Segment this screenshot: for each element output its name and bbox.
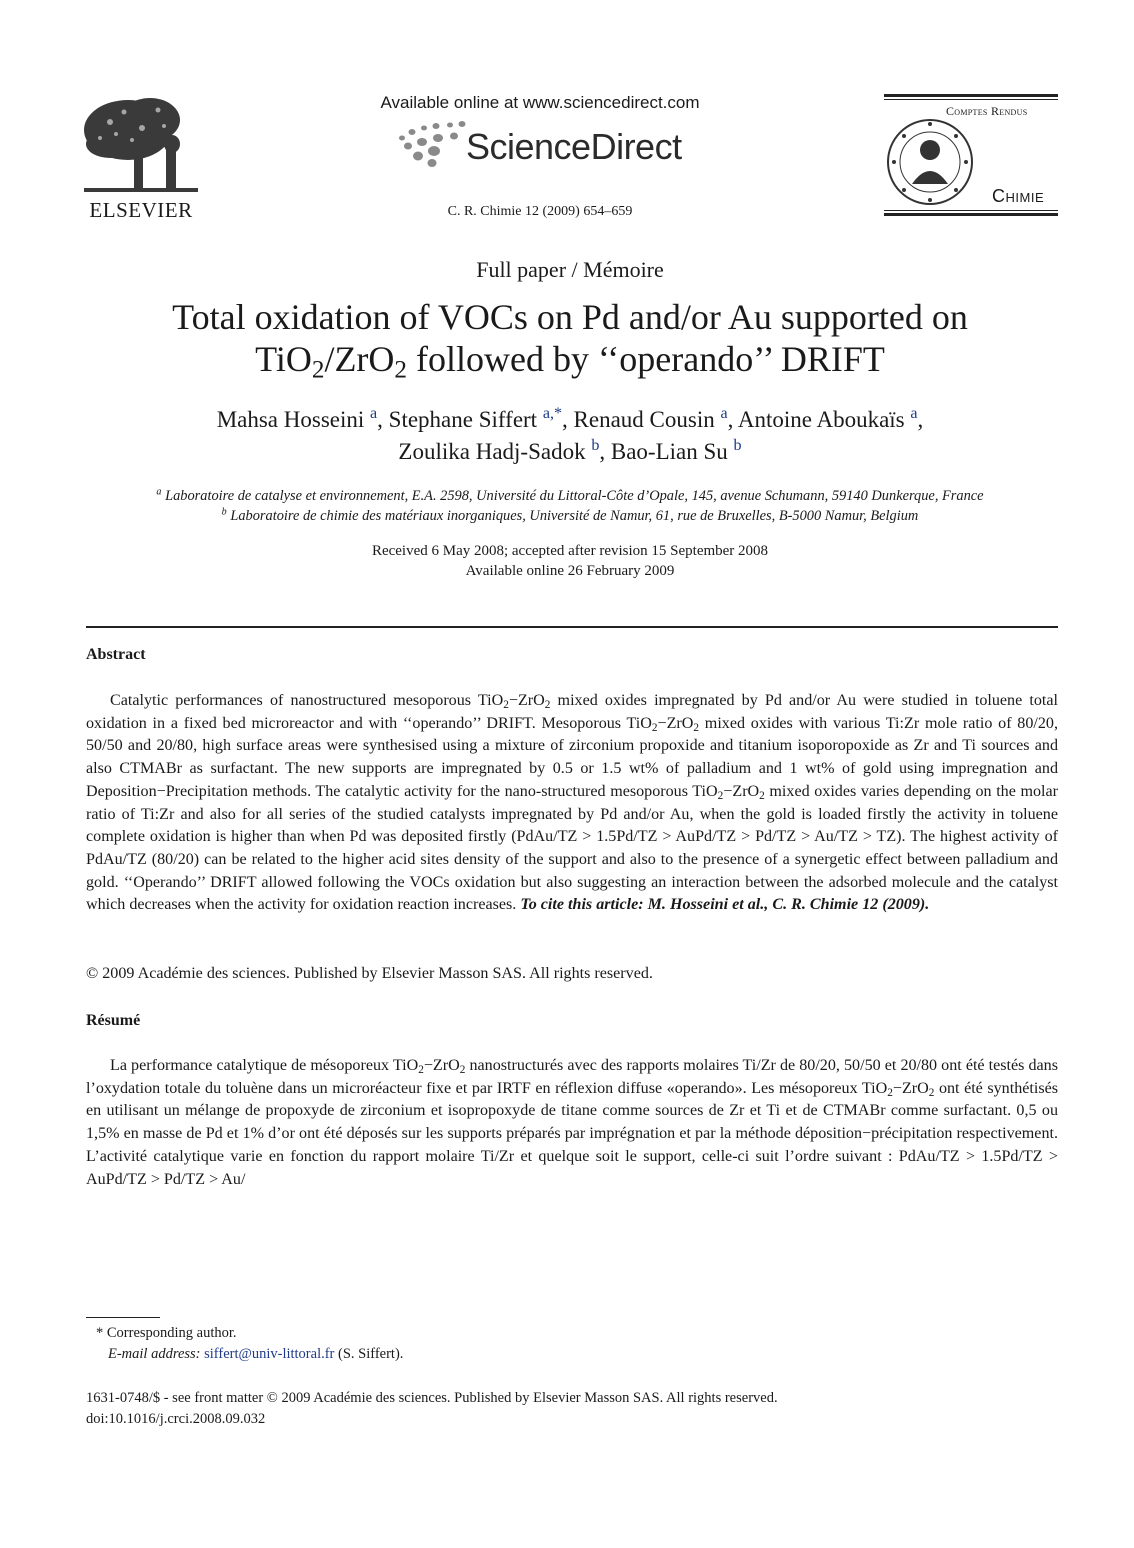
- available-date: Available online 26 February 2009: [465, 563, 675, 579]
- affiliation-link[interactable]: a: [370, 405, 378, 423]
- author-name: Mahsa Hosseini: [216, 407, 365, 432]
- affiliation-link[interactable]: b: [591, 437, 600, 455]
- article-title: [90, 296, 1050, 384]
- affiliation-link[interactable]: b: [733, 437, 742, 455]
- author-name: Antoine Aboukaïs: [737, 407, 905, 432]
- sciencedirect-dots-icon: [396, 120, 468, 168]
- author-name: Renaud Cousin: [573, 407, 715, 432]
- sciencedirect-wordmark: ScienceDirect: [466, 126, 682, 167]
- front-matter-notice: 1631-0748/$ - see front matter © 2009 Académie des sciences. Published by Elsevier Masson SAS. All rights reserved.: [86, 1390, 778, 1406]
- title-line-2: TiO$_2$/ZrO$_2$ followed by ‘‘operando’’ DRIFT: [255, 339, 885, 384]
- email-link[interactable]: siffert@univ-littoral.fr: [204, 1346, 335, 1362]
- affiliation-link[interactable]: a: [720, 405, 728, 423]
- article-section-type: Full paper / Mémoire: [476, 257, 664, 282]
- journal-logo-top-text: Comptes Rendus: [946, 104, 1028, 118]
- abstract-paragraph: Catalytic performances of nanostructured mesoporous TiO$_2$−ZrO$_2$ mixed oxides impregnated by Pd and/or Au were studied in toluene total oxidation in a fixed bed microreactor and with ‘‘operando’’ DRIFT. Mesoporous TiO$_2$−ZrO$_2$ mixed oxides with various Ti:Zr mole ratio of 80/20, 50/50 and 20/80, high surface areas were synthesised using a mixture of zirconium propoxide and titanium isoporopoxide as Zr and Ti sources and also CTMABr as surfactant. The new supports are impregnated by 0.5 or 1.5 wt% of palladium and 1 wt% of gold using impregnation and Deposition−Precipitation methods. The catalytic activity for the nano-structured mesoporous TiO$_2$−ZrO$_2$ mixed oxides varies depending on the molar ratio of Ti:Zr and also for all series of the studied catalysts impregnated by Pd and/or Au, when the gold is loaded firstly the activity in toluene complete oxidation is higher than when Pd was deposited firstly (PdAu/TZ > 1.5Pd/TZ > AuPd/TZ > Pd/TZ > Au/TZ > TZ). The highest activity of PdAu/TZ (80/20) can be related to the higher acid sites density of the support and also to the presence of a synergetic effect between palladium and gold. ‘‘Operando’’ DRIFT allowed following the VOCs oxidation but also suggesting an interaction between the adsorbed molecule and the catalyst which decreases when the activity for oxidation reaction increases. To cite this article: M. Hosseini et al., C. R. Chimie 12 (2009).: [86, 692, 1058, 914]
- doi[interactable]: doi:10.1016/j.crci.2008.09.032: [86, 1411, 266, 1427]
- article-dates: [200, 541, 940, 581]
- resume-paragraph: La performance catalytique de mésoporeux TiO$_2$−ZrO$_2$ nanostructurés avec des rapports molaires Ti/Zr de 80/20, 50/50 et 20/80 ont été testés dans l’oxydation totale du toluène dans un microréacteur fixe et par IRTF en réflexion diffuse «operando». Les mésoporeux TiO$_2$−ZrO$_2$ ont été synthétisés en utilisant un mélange de propoxyde de zirconium et isopropoxyde de titane comme sources de Zr et Ti et de CTMABr comme surfactant. 0,5 ou 1,5% en masse de Pd et 1% d’or ont été déposés sur les supports préparés par imprégnation et par la méthode déposition−précipitation respectivement. L’activité catalytique varie en fonction du rapport molaire Ti/Zr et quelque soit le support, celle-ci suit l’ordre suivant : PdAu/TZ > 1.5Pd/TZ > AuPd/TZ > Pd/TZ > Au/: [86, 1057, 1058, 1188]
- comptes-rendus-chimie-logo: [884, 94, 1058, 218]
- author-name: Bao-Lian Su: [610, 439, 728, 464]
- sciencedirect-logo: [396, 120, 696, 170]
- author-line-1: Mahsa Hosseini $^a$, Stephane Siffert $^{a,*}$, Renaud Cousin $^a$, Antoine Aboukaïs $^a$,: [216, 405, 924, 432]
- footnote-divider: [86, 1317, 160, 1318]
- affiliation-a: $^a$ Laboratoire de catalyse et environnement, E.A. 2598, Université du Littoral-Côte d’Opale, 145, avenue Schumann, 59140 Dunkerque, France: [156, 486, 984, 504]
- affiliations: [60, 486, 1080, 526]
- affiliation-link[interactable]: a,*: [542, 405, 563, 423]
- journal-reference: C. R. Chimie 12 (2009) 654–659: [447, 204, 633, 219]
- author-list: [90, 404, 1050, 468]
- abstract-heading: Abstract: [86, 646, 146, 663]
- section-divider: [86, 626, 1058, 628]
- citation-note: To cite this article: M. Hosseini et al., C. R. Chimie 12 (2009).: [520, 896, 930, 914]
- received-date: Received 6 May 2008; accepted after revision 15 September 2008: [371, 543, 769, 559]
- author-name: Zoulika Hadj-Sadok: [398, 439, 586, 464]
- affiliation-b: $^b$ Laboratoire de chimie des matériaux inorganiques, Université de Namur, 61, rue de Bruxelles, B-5000 Namur, Belgium: [221, 506, 919, 524]
- available-online-link[interactable]: Available online at www.sciencedirect.com: [380, 93, 700, 112]
- title-line-1: Total oxidation of VOCs on Pd and/or Au supported on: [172, 297, 968, 337]
- affiliation-link[interactable]: a: [910, 405, 918, 423]
- author-name: Stephane Siffert: [388, 407, 538, 432]
- resume-heading: Résumé: [86, 1012, 141, 1029]
- author-line-2: Zoulika Hadj-Sadok $^b$, Bao-Lian Su $^b$: [398, 437, 742, 464]
- journal-logo-bottom-text: Chimie: [992, 186, 1045, 206]
- abstract-copyright: © 2009 Académie des sciences. Published by Elsevier Masson SAS. All rights reserved.: [86, 965, 653, 982]
- email-footnote: E-mail address: siffert@univ-littoral.fr (S. Siffert).: [108, 1346, 404, 1362]
- publisher-name: ELSEVIER: [89, 198, 193, 222]
- corresponding-author-note: * Corresponding author.: [96, 1325, 237, 1341]
- academy-seal-icon: [884, 112, 976, 212]
